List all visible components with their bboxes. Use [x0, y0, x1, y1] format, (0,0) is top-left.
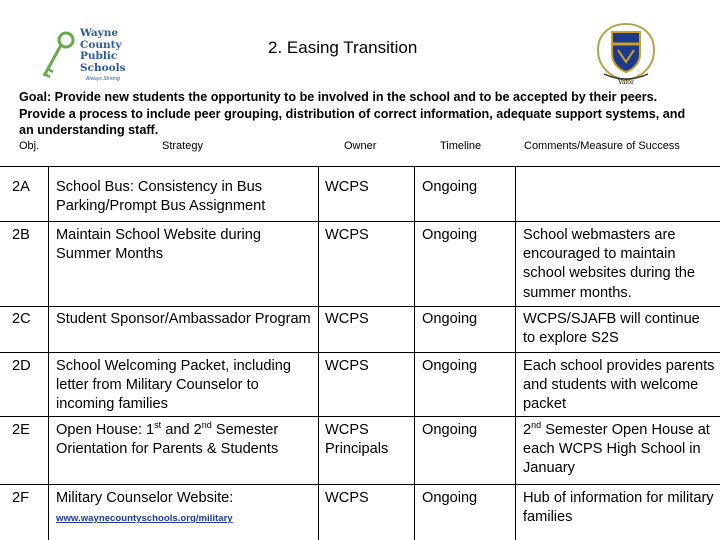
page-title: 2. Easing Transition: [268, 38, 418, 57]
row-2d-obj: 2D: [12, 358, 31, 374]
row-2c-obj: 2C: [12, 311, 31, 327]
col-header-strategy: Strategy: [162, 140, 203, 152]
row-2e-timeline: Ongoing: [422, 422, 478, 438]
goal-text: Goal: Provide new students the opportunity to be involved in the school and to be accepted by their peers. Provide a process to include peer grouping, distribution of correct information, adequate support systems, and an understanding staff.: [19, 90, 686, 137]
key-icon: [38, 30, 78, 82]
col-header-owner: Owner: [344, 140, 377, 152]
row-2d-comments: Each school provides parents and students with welcome packet: [523, 358, 715, 413]
row-2e-comments: 2nd Semester Open House at each WCPS High School in January: [523, 420, 710, 477]
row-2b-timeline: Ongoing: [422, 227, 478, 243]
row-2f-obj: 2F: [12, 490, 30, 506]
col-divider: [515, 166, 516, 540]
row-2a-owner: WCPS: [325, 179, 369, 195]
row-divider: [0, 166, 720, 167]
row-divider: [0, 352, 720, 353]
row-2c-strategy: Student Sponsor/Ambassador Program: [56, 311, 311, 327]
row-2e-obj: 2E: [12, 422, 30, 438]
row-divider: [0, 416, 720, 417]
crest-motto: Valor: [618, 79, 634, 86]
row-2a-timeline: Ongoing: [422, 179, 478, 195]
row-2a-strategy: School Bus: Consistency in Bus Parking/Prompt Bus Assignment: [56, 179, 266, 215]
col-header-obj: Obj.: [19, 140, 40, 152]
row-2f-timeline: Ongoing: [422, 490, 478, 506]
row-2c-comments: WCPS/SJAFB will continue to explore S2S: [523, 311, 700, 347]
row-2d-strategy: School Welcoming Packet, including letter from Military Counselor to incoming families: [56, 358, 291, 413]
military-website-link[interactable]: www.waynecountyschools.org/military: [56, 513, 233, 525]
row-2f-strategy: [56, 489, 312, 525]
wcps-logo: [34, 22, 144, 90]
row-2e-owner: WCPS Principals: [325, 422, 389, 458]
row-2f-strategy-text: Military Counselor Website:: [56, 490, 234, 506]
row-2d-owner: WCPS: [325, 358, 369, 374]
row-divider: [0, 306, 720, 307]
row-2b-comments: School webmasters are encouraged to maintain school websites during the summer months.: [523, 227, 695, 301]
row-2f-owner: WCPS: [325, 490, 369, 506]
row-2d-timeline: Ongoing: [422, 358, 478, 374]
logo-text: Wayne County Public Schools: [80, 27, 126, 74]
row-2a-obj: 2A: [12, 179, 30, 195]
row-2c-timeline: Ongoing: [422, 311, 478, 327]
row-2b-obj: 2B: [12, 227, 30, 243]
row-2f-comments: Hub of information for military families: [523, 490, 714, 526]
row-divider: [0, 221, 720, 222]
col-divider: [48, 166, 49, 540]
row-divider: [0, 484, 720, 485]
row-2b-strategy: Maintain School Website during Summer Months: [56, 227, 261, 263]
school-crest-icon: [592, 20, 660, 86]
row-2c-owner: WCPS: [325, 311, 369, 327]
col-divider: [414, 166, 415, 540]
col-header-comments: Comments/Measure of Success: [524, 140, 680, 152]
logo-tagline: Always Striving: [86, 76, 120, 82]
col-header-timeline: Timeline: [440, 140, 482, 152]
col-divider: [318, 166, 319, 540]
row-2e-strategy: Open House: 1st and 2nd Semester Orientation for Parents & Students: [56, 420, 279, 458]
row-2b-owner: WCPS: [325, 227, 369, 243]
